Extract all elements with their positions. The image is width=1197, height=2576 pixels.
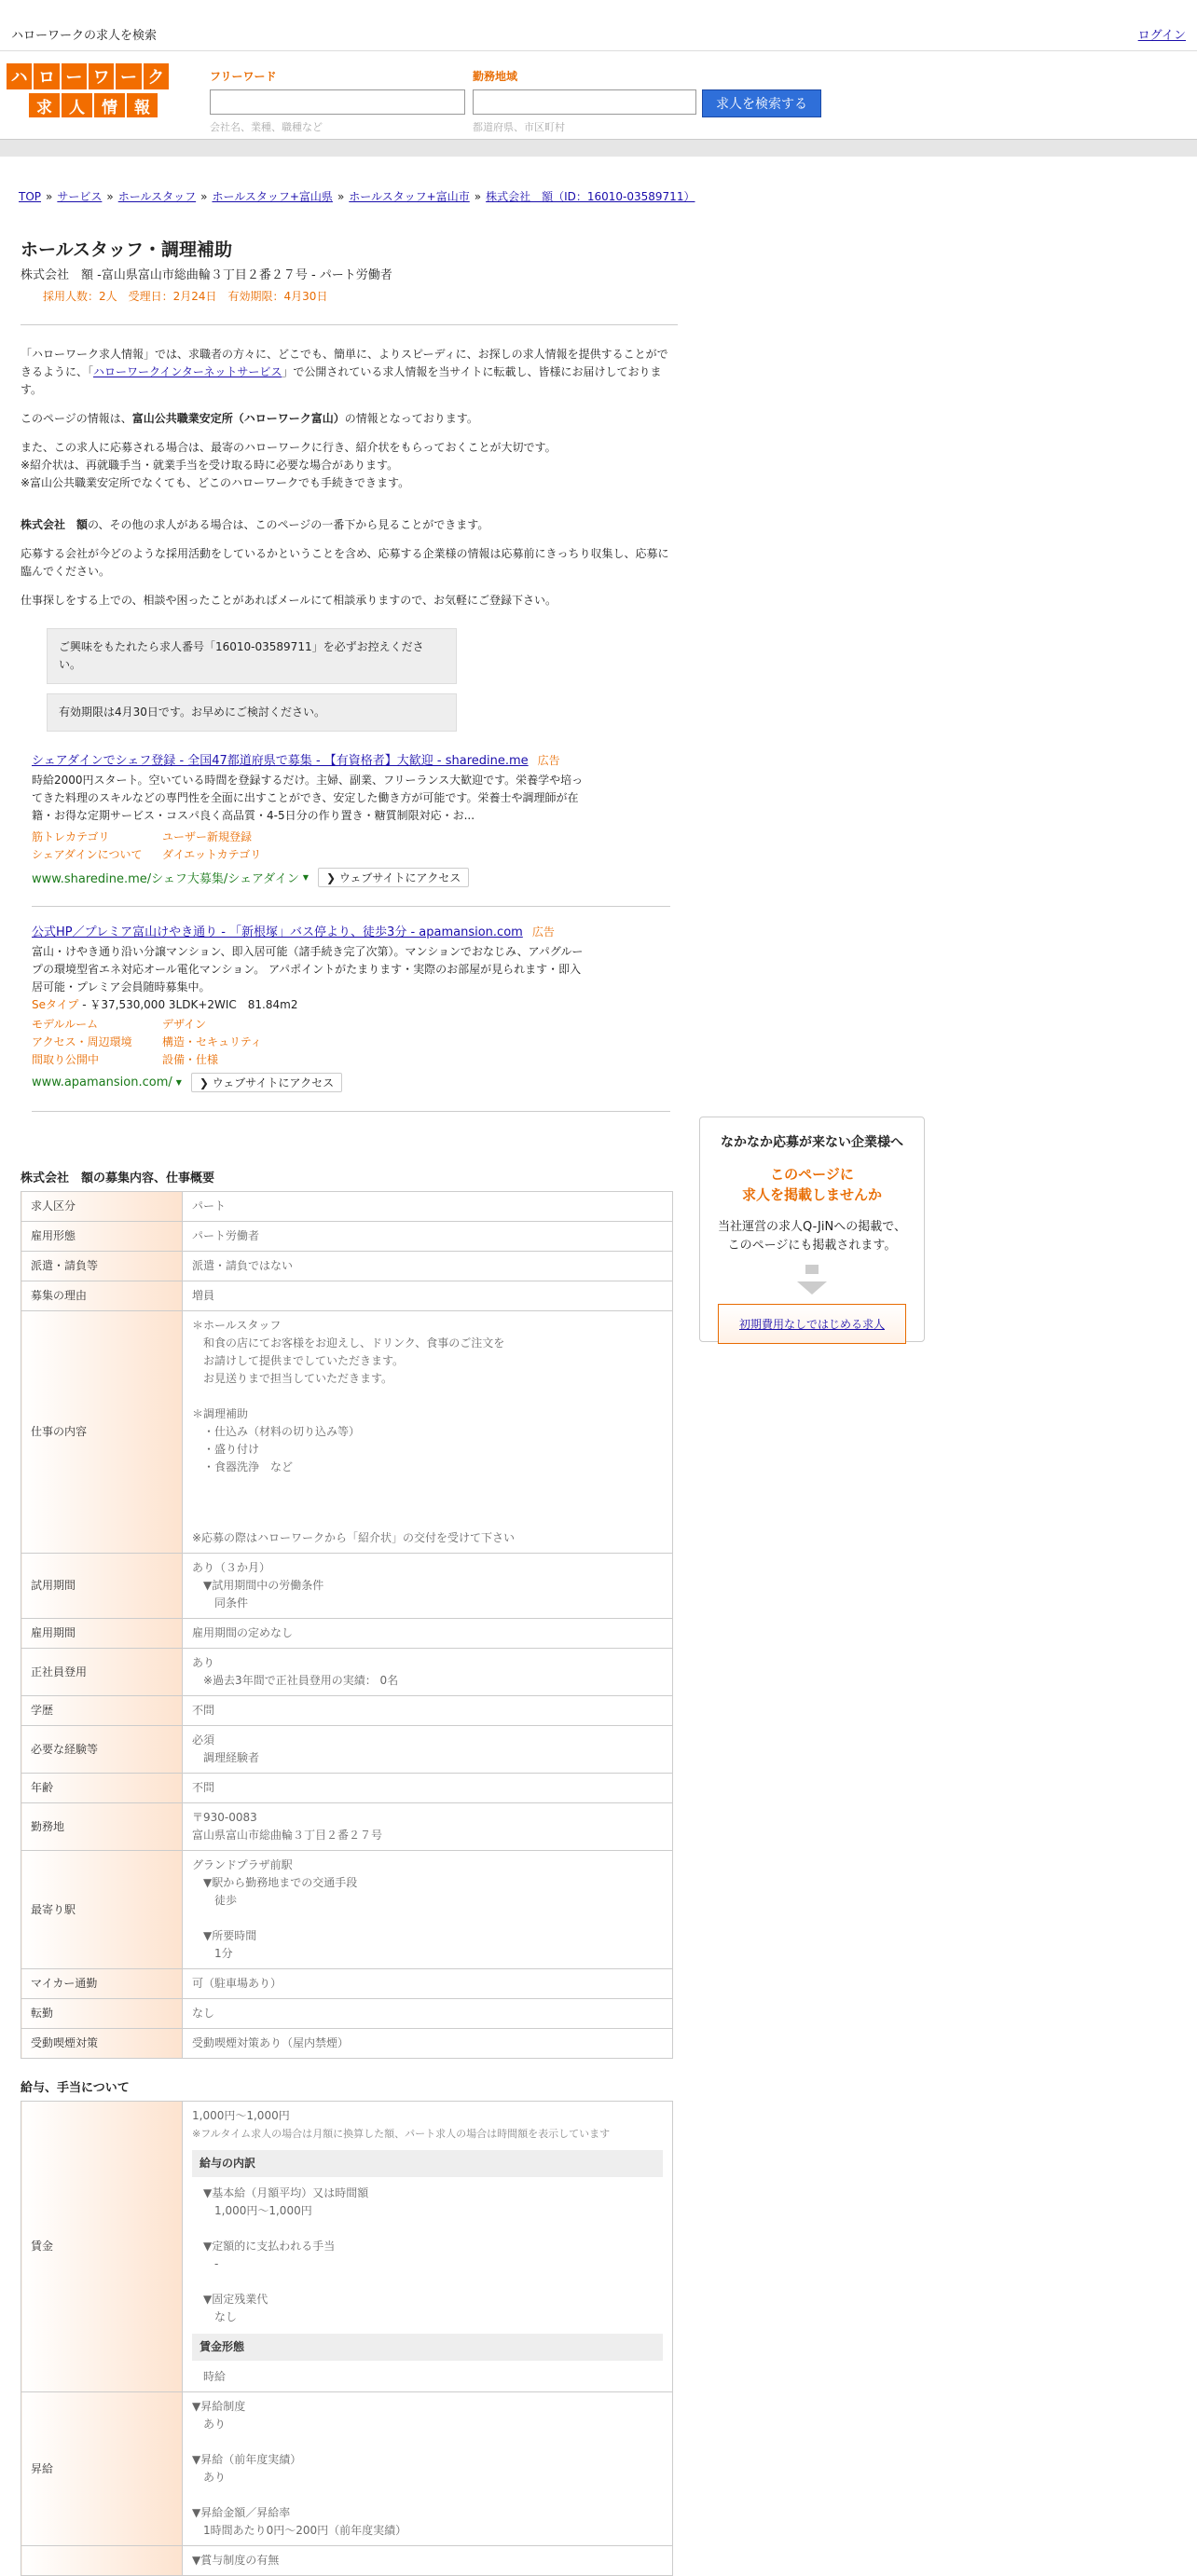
table-row — [21, 1696, 673, 1726]
row-label: 年齢 — [21, 1774, 183, 1803]
table-row — [21, 2102, 673, 2392]
page-title: ホールスタッフ・調理補助 — [21, 240, 233, 260]
table-row — [21, 1969, 673, 1999]
table-row — [21, 2029, 673, 2059]
row-label: 雇用期間 — [21, 1619, 183, 1649]
visit-website-button[interactable]: ❯ ウェブサイトにアクセス — [191, 1073, 342, 1092]
breadcrumb-separator: » — [200, 190, 208, 203]
breadcrumb — [19, 188, 1197, 204]
ad-sitelink[interactable]: 構造・セキュリティ — [162, 1035, 262, 1048]
wage-note: ※フルタイム求人の場合は月額に換算した額、パート求人の場合は時間額を表示しています — [192, 2128, 611, 2140]
breadcrumb-link[interactable]: ホールスタッフ+富山県 — [212, 190, 333, 203]
ad-price: Seタイプ - ￥37,530,000 3LDK+2WIC 81.84m2 — [32, 998, 298, 1011]
row-value: 受動喫煙対策あり（屋内禁煙） — [183, 2029, 673, 2059]
breadcrumb-separator: » — [474, 190, 482, 203]
row-value: ▼賞与制度の有無 — [183, 2546, 673, 2576]
row-value: 増員 — [183, 1281, 673, 1311]
ad-title[interactable]: 公式HP／プレミア富山けやき通り - 「新根塚」バス停より、徒歩3分 - apamansion.com — [32, 925, 523, 939]
row-label: 賃金 — [21, 2102, 183, 2392]
ad-badge: 広告 — [537, 754, 560, 767]
row-value — [183, 2102, 673, 2392]
ad-sitelink[interactable]: 筋トレカテゴリ — [32, 830, 110, 843]
wage-form-title: 賃金形態 — [192, 2334, 663, 2361]
table-row — [21, 1999, 673, 2029]
ad-sitelink[interactable]: 間取り公開中 — [32, 1053, 100, 1066]
table-row — [21, 1619, 673, 1649]
row-value: グランドプラザ前駅 ▼駅から勤務地までの交通手段 徒歩 ▼所要時間 1分 — [183, 1851, 673, 1969]
job-overview-table — [21, 1191, 673, 2059]
promo-heading: なかなか応募が来ない企業様へ — [721, 1135, 903, 1150]
ad-apamansion — [32, 916, 670, 1112]
table-row — [21, 2546, 673, 2576]
search-area — [0, 51, 1197, 139]
breadcrumb-link[interactable]: ホールスタッフ+富山市 — [349, 190, 470, 203]
ad-sitelink[interactable]: シェアダインについて — [32, 848, 143, 861]
freeword-field — [210, 68, 465, 134]
wage-range: 1,000円〜1,000円 — [192, 2109, 290, 2122]
logo-char: 求 — [28, 92, 61, 118]
logo-char: ワ — [88, 62, 115, 90]
visit-website-button[interactable]: ❯ ウェブサイトにアクセス — [318, 868, 469, 887]
row-value: あり ※過去3年間で正社員登用の実績： 0名 — [183, 1649, 673, 1696]
top-bar — [0, 0, 1197, 51]
section-title-wage: 給与、手当について — [21, 2081, 130, 2095]
ad-description: 富山・けやき通り沿い分譲マンション、即入居可能（諸手続き完了次第）。マンションでおなじみ、アパグループの環境型省エネ対応オール電化マンション。 アパポイントがたまります・実際のお部屋が見られます・即入居可能・プレミア会員随時募集中。 — [32, 945, 584, 993]
row-label: 正社員登用 — [21, 1649, 183, 1696]
table-row — [21, 1851, 673, 1969]
row-value: 雇用期間の定めなし — [183, 1619, 673, 1649]
ad-url-row — [32, 868, 670, 887]
ad-sitelink[interactable]: モデルルーム — [32, 1018, 99, 1031]
area-field — [473, 68, 696, 134]
start-recruiting-link[interactable]: 初期費用なしではじめる求人 — [718, 1304, 906, 1344]
wage-form-value: 時給 — [203, 2370, 227, 2383]
row-value: 不問 — [183, 1774, 673, 1803]
main-content — [21, 236, 678, 2576]
logo-char: ク — [143, 62, 170, 90]
table-row — [21, 1222, 673, 1252]
logo-char: 人 — [61, 92, 93, 118]
notice-expiry: 有効期限は4月30日です。お早めにご検討ください。 — [47, 693, 457, 732]
row-value: あり（３か月） ▼試用期間中の労働条件 同条件 — [183, 1554, 673, 1619]
row-label: 勤務地 — [21, 1803, 183, 1851]
breadcrumb-link[interactable]: サービス — [57, 190, 103, 203]
section-title-overview: 株式会社 額の募集内容、仕事概要 — [21, 1172, 215, 1185]
wage-breakdown: ▼基本給（月額平均）又は時間額 1,000円〜1,000円 ▼定額的に支払われる手当 - ▼固定残業代 なし — [203, 2186, 369, 2323]
row-value: 派遣・請負ではない — [183, 1252, 673, 1281]
row-label: 受動喫煙対策 — [21, 2029, 183, 2059]
intro-paragraph-6: 仕事探しをする上での、相談や困ったことがあればメールにて相談承りますので、お気軽にご登録下さい。 — [21, 594, 557, 607]
breadcrumb-separator: » — [106, 190, 114, 203]
login-link[interactable]: ログイン — [1137, 29, 1186, 43]
area-placeholder: 都道府県、市区町村 — [473, 121, 565, 133]
ads-section — [32, 745, 670, 1112]
logo-char: ロ — [33, 62, 60, 90]
table-row — [21, 1252, 673, 1281]
ad-sitelinks — [32, 829, 670, 864]
row-label: 派遣・請負等 — [21, 1252, 183, 1281]
ad-url[interactable]: www.sharedine.me/シェフ大募集/シェアダイン — [32, 872, 299, 886]
breadcrumb-separator: » — [46, 190, 53, 203]
row-label: 募集の理由 — [21, 1281, 183, 1311]
hellowork-internet-link[interactable]: ハローワークインターネットサービス — [93, 365, 282, 378]
breadcrumb-separator: » — [337, 190, 345, 203]
site-title: ハローワークの求人を検索 — [11, 29, 158, 43]
table-row — [21, 1803, 673, 1851]
ad-title[interactable]: シェアダインでシェフ登録 - 全国47都道府県で募集 - 【有資格者】大歓迎 - sharedine.me — [32, 754, 529, 768]
row-label: 仕事の内容 — [21, 1311, 183, 1554]
row-label: 転勤 — [21, 1999, 183, 2029]
row-label: 試用期間 — [21, 1554, 183, 1619]
row-label: 求人区分 — [21, 1192, 183, 1222]
ad-sitelink[interactable]: ユーザー新規登録 — [162, 830, 253, 843]
ad-sharedine — [32, 745, 670, 907]
breadcrumb-link[interactable]: 株式会社 額（ID：16010-03589711） — [486, 190, 695, 203]
job-meta: 採用人数：2人 受理日：2月24日 有効期限：4月30日 — [43, 290, 328, 303]
table-row — [21, 1649, 673, 1696]
row-value: 不問 — [183, 1696, 673, 1726]
intro-paragraph-2: このページの情報は、富山公共職業安定所（ハローワーク富山）の情報となっております。 — [21, 412, 478, 425]
intro-paragraph-4: 株式会社 額の、その他の求人がある場合は、このページの一番下から見ることができます。 — [21, 518, 489, 531]
row-label: 昇給 — [21, 2392, 183, 2546]
divider-bar — [0, 139, 1197, 157]
row-value: パート労働者 — [183, 1222, 673, 1252]
row-label: 最寄り駅 — [21, 1851, 183, 1969]
row-label: 必要な経験等 — [21, 1726, 183, 1774]
promo-offer: このページに 求人を掲載しませんか — [741, 1166, 882, 1203]
logo-char: 報 — [126, 92, 158, 118]
arrow-down-icon — [805, 1265, 819, 1274]
wage-table — [21, 2101, 673, 2576]
row-value: 〒930-0083 富山県富山市総曲輪３丁目２番２７号 — [183, 1803, 673, 1851]
wage-breakdown-title: 給与の内訳 — [192, 2150, 663, 2177]
freeword-input[interactable] — [210, 89, 465, 115]
row-value: 可（駐車場あり） — [183, 1969, 673, 1999]
ad-sitelink[interactable]: 設備・仕様 — [162, 1053, 219, 1066]
job-subtitle: 株式会社 額 -富山県富山市総曲輪３丁目２番２７号 - パート労働者 — [21, 268, 392, 282]
table-row — [21, 1554, 673, 1619]
logo-char: ハ — [6, 62, 33, 90]
breadcrumb-link[interactable]: ホールスタッフ — [117, 190, 197, 203]
divider — [21, 324, 678, 325]
row-label: 学歴 — [21, 1696, 183, 1726]
row-label: 雇用形態 — [21, 1222, 183, 1252]
ad-sitelinks — [32, 1016, 670, 1069]
table-row — [21, 1726, 673, 1774]
hellowork-logo[interactable] — [6, 62, 170, 118]
ad-sitelink[interactable]: アクセス・周辺環境 — [32, 1035, 132, 1048]
employer-promo-box — [699, 1117, 925, 1342]
ad-badge: 広告 — [531, 925, 555, 939]
notice-job-number: ご興味をもたれたら求人番号「16010-03589711」を必ずお控えください。 — [47, 628, 457, 684]
row-value: ＊ホールスタッフ 和食の店にてお客様をお迎えし、ドリンク、食事のご注文を お請けして提供までしていただきます。 お見送りまで担当していただきます。 ＊調理補助 ・仕込み（材料の切り込み等） ・盛り付け ・食器洗浄 など ※応募の際はハローワークから「紹介状」の交付を受けて下さい — [183, 1311, 673, 1554]
row-value: 必須 調理経験者 — [183, 1726, 673, 1774]
freeword-label: フリーワード — [210, 70, 277, 83]
ad-url-row — [32, 1073, 670, 1092]
row-value: なし — [183, 1999, 673, 2029]
table-row — [21, 1281, 673, 1311]
area-input[interactable] — [473, 89, 696, 115]
table-row — [21, 1774, 673, 1803]
ad-description: 時給2000円スタート。空いている時間を登録するだけ。主婦、副業、フリーランス大歓迎です。栄養学や培ってきた料理のスキルなどの専門性を全面に出すことができ、安定した働き方が可能です。栄養士や調理師が在籍・お得な定期サービス・コスパ良く高品質・4-5日分の作り置き・糖質制限対応・お... — [32, 774, 584, 822]
row-value: パート — [183, 1192, 673, 1222]
search-button[interactable]: 求人を検索する — [702, 89, 821, 117]
promo-description: 当社運営の求人Q-JiNへの掲載で、 このページにも掲載されます。 — [718, 1220, 906, 1253]
row-label: マイカー通勤 — [21, 1969, 183, 1999]
ad-sitelink[interactable]: デザイン — [162, 1018, 207, 1031]
logo-char: 情 — [93, 92, 126, 118]
intro-paragraph-3: また、この求人に応募される場合は、最寄のハローワークに行き、紹介状をもらっておくことが大切です。 ※紹介状は、再就職手当・就業手当を受け取る時に必要な場合があります。 ※富山公共職業安定所でなくても、どこのハローワークでも手続きできます。 — [21, 441, 557, 489]
freeword-placeholder: 会社名、業種、職種など — [210, 121, 323, 133]
logo-char: ー — [61, 62, 88, 90]
table-row — [21, 1311, 673, 1554]
ad-url[interactable]: www.apamansion.com/ — [32, 1076, 172, 1089]
table-row — [21, 2392, 673, 2546]
ad-sitelink[interactable]: ダイエットカテゴリ — [162, 848, 262, 861]
chevron-down-icon[interactable]: ▼ — [175, 1078, 182, 1087]
area-label: 勤務地域 — [473, 70, 518, 83]
row-value: ▼昇給制度 あり ▼昇給（前年度実績） あり ▼昇給金額／昇給率 1時間あたり0円〜200円（前年度実績） — [183, 2392, 673, 2546]
logo-char: ー — [115, 62, 142, 90]
table-row — [21, 1192, 673, 1222]
chevron-down-icon[interactable]: ▼ — [302, 873, 309, 882]
breadcrumb-link[interactable]: TOP — [19, 190, 42, 203]
intro-paragraph-1: 「ハローワーク求人情報」では、求職者の方々に、どこでも、簡単に、よりスピーディに、お探しの求人情報を提供することができるように、「ハローワークインターネットサービス」で公開されている求人情報を当サイトに転載し、皆様にお届けしております。 — [21, 348, 668, 396]
intro-paragraph-5: 応募する会社が今どのような採用活動をしているかということを含め、応募する企業様の情報は応募前にきっちり収集し、応募に臨んでください。 — [21, 547, 669, 578]
